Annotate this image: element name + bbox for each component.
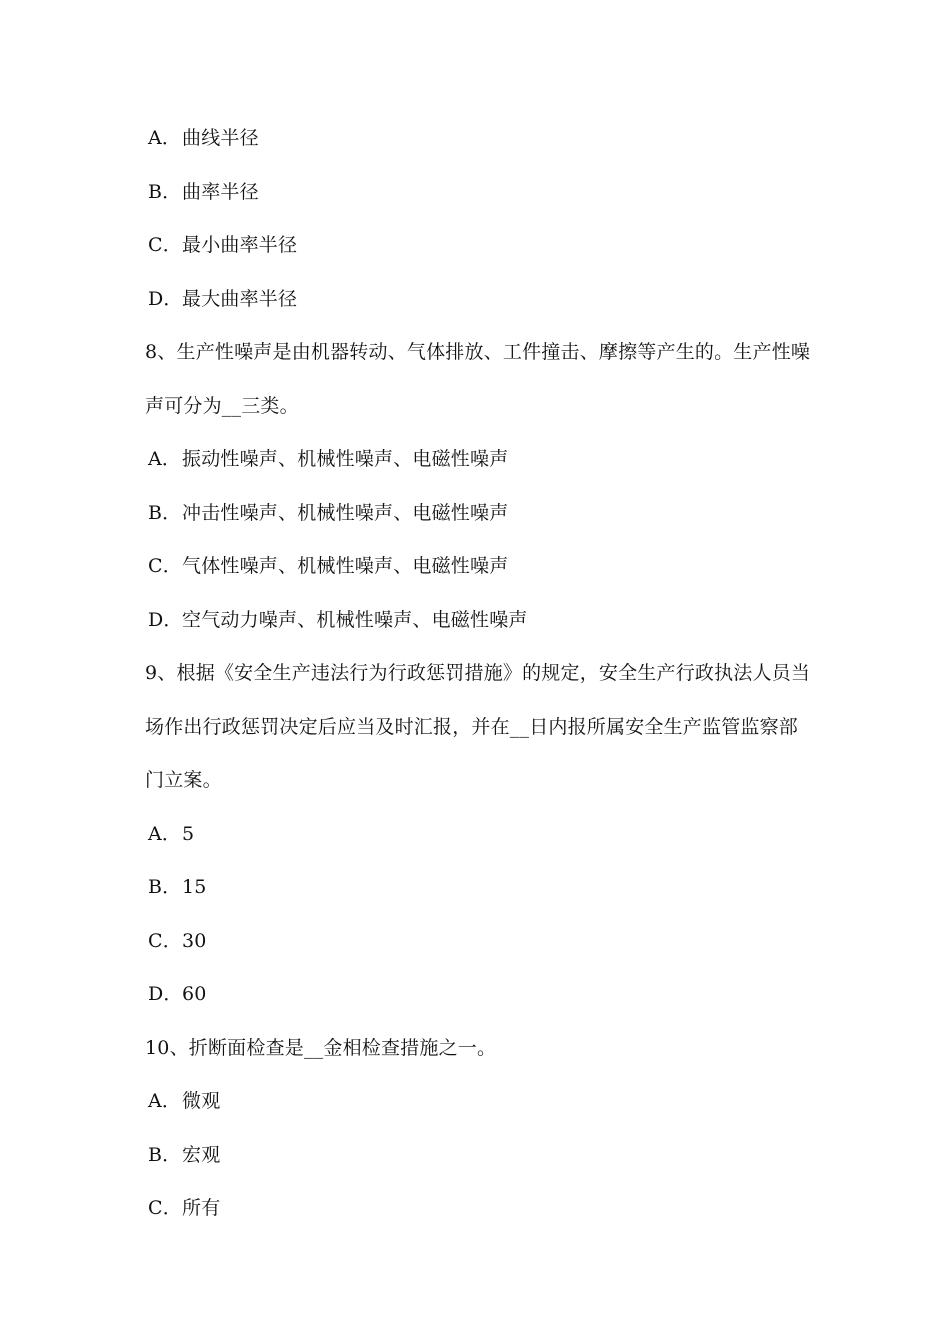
option-text: 最大曲率半径	[182, 288, 298, 310]
q9-option-c	[148, 929, 207, 953]
q9-stem-line1: 9、根据《安全生产违法行为行政惩罚措施》的规定，安全生产行政执法人员当	[145, 662, 811, 684]
q9-option-d	[148, 982, 207, 1006]
q9-option-b	[148, 875, 207, 899]
option-letter: B．	[148, 876, 182, 898]
option-text: 微观	[182, 1090, 221, 1112]
q10-option-a	[148, 1089, 220, 1113]
option-letter: D．	[148, 609, 183, 631]
q8-option-a	[148, 447, 508, 471]
q10-stem-line1: 10、折断面检查是__金相检查措施之一。	[145, 1037, 497, 1059]
q8-option-b	[148, 501, 508, 525]
option-letter: A．	[148, 823, 182, 845]
q9-option-a	[148, 822, 194, 846]
q7-option-a	[148, 126, 259, 150]
q8-stem-line1: 8、生产性噪声是由机器转动、气体排放、工件撞击、摩擦等产生的。生产性噪	[145, 341, 811, 363]
option-text: 冲击性噪声、机械性噪声、电磁性噪声	[182, 502, 509, 524]
option-letter: A．	[148, 127, 182, 149]
option-text: 最小曲率半径	[182, 234, 298, 256]
option-letter: D．	[148, 983, 183, 1005]
option-letter: B．	[148, 1144, 182, 1166]
q7-option-c	[148, 233, 297, 257]
q7-option-d	[148, 287, 297, 311]
option-letter: B．	[148, 181, 182, 203]
option-letter: C．	[148, 555, 182, 577]
option-letter: C．	[148, 1197, 182, 1219]
option-text: 30	[182, 930, 207, 952]
q9-stem-line3: 门立案。	[145, 769, 222, 791]
option-letter: A．	[148, 1090, 182, 1112]
option-letter: D．	[148, 288, 183, 310]
q7-option-b	[148, 180, 259, 204]
option-letter: B．	[148, 502, 182, 524]
option-text: 所有	[182, 1197, 221, 1219]
option-text: 5	[182, 823, 195, 845]
option-letter: C．	[148, 234, 182, 256]
option-text: 曲线半径	[182, 127, 259, 149]
option-text: 振动性噪声、机械性噪声、电磁性噪声	[182, 448, 509, 470]
option-text: 60	[182, 983, 207, 1005]
q8-stem-line2: 声可分为__三类。	[145, 395, 299, 417]
option-text: 气体性噪声、机械性噪声、电磁性噪声	[182, 555, 509, 577]
q8-option-c	[148, 554, 508, 578]
q10-option-c	[148, 1196, 220, 1220]
option-letter: A．	[148, 448, 182, 470]
q8-option-d	[148, 608, 528, 632]
q10-option-b	[148, 1143, 220, 1167]
option-text: 空气动力噪声、机械性噪声、电磁性噪声	[182, 609, 528, 631]
option-text: 宏观	[182, 1144, 221, 1166]
option-letter: C．	[148, 930, 182, 952]
option-text: 曲率半径	[182, 181, 259, 203]
option-text: 15	[182, 876, 207, 898]
q9-stem-line2: 场作出行政惩罚决定后应当及时汇报，并在__日内报所属安全生产监管监察部	[145, 716, 799, 738]
